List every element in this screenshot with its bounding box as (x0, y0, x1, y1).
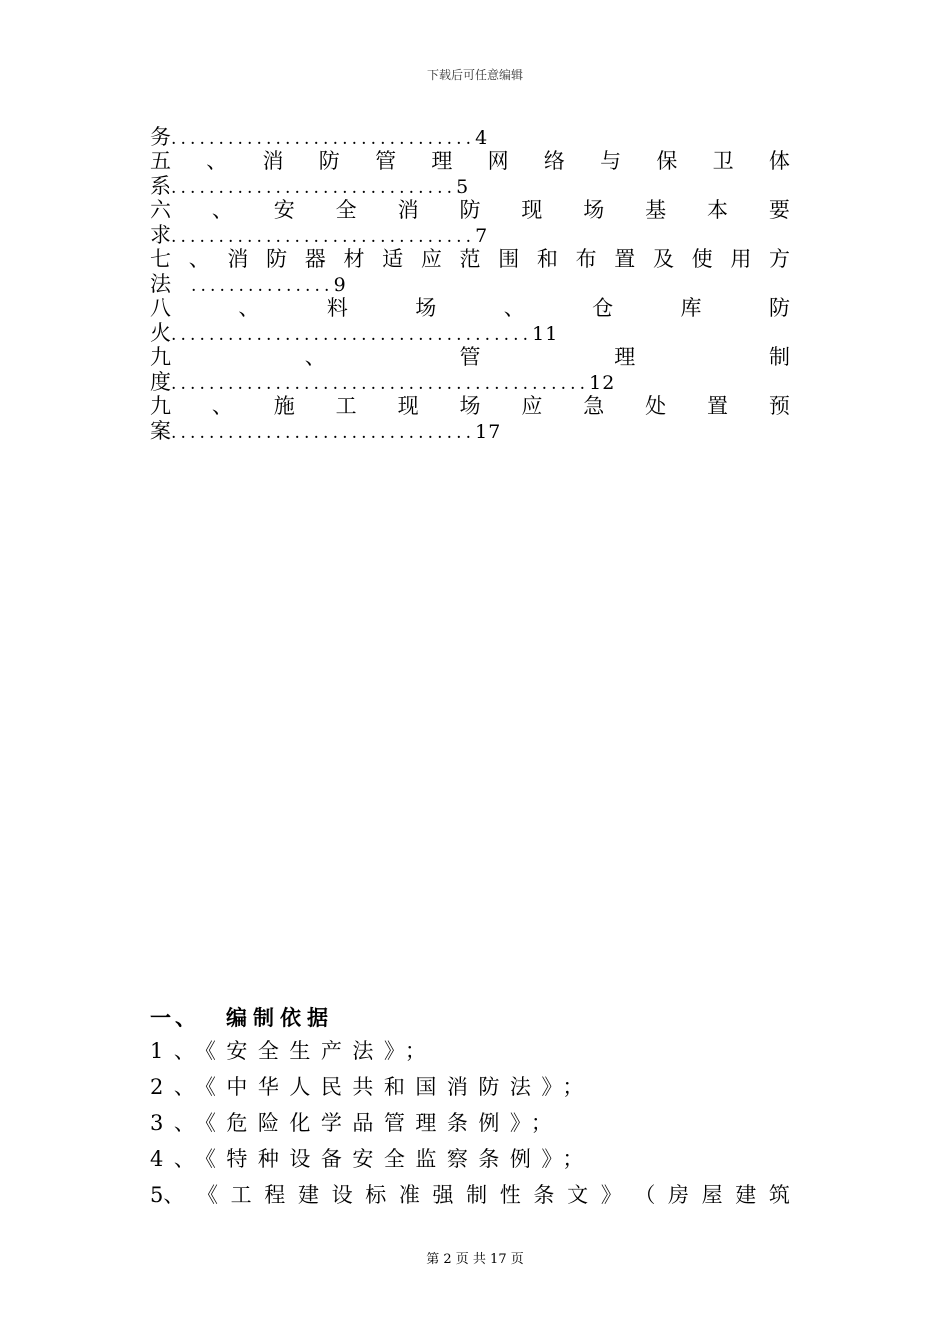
toc-page-number: 5 (456, 176, 470, 198)
section-number: 一、 (150, 1005, 200, 1030)
table-of-contents (150, 125, 790, 443)
toc-entry-leader (150, 272, 790, 296)
toc-entry-leader (150, 223, 790, 247)
toc-entry[interactable] (150, 296, 790, 345)
toc-entry-tail: 务 (150, 125, 171, 149)
reference-item: 3、《危险化学品管理条例》； (150, 1111, 563, 1135)
toc-entry-leader (150, 125, 790, 149)
toc-page-number: 17 (475, 421, 502, 443)
toc-entry-heading: 八 、 料 场 、 仓 库 防 (150, 296, 790, 320)
toc-page-number: 4 (475, 127, 489, 149)
toc-page-number: 9 (333, 274, 347, 296)
toc-dot-leader: ............................................ (171, 374, 590, 394)
page-header: 下载后可任意编辑 (426, 68, 523, 82)
toc-entry-heading: 五 、 消 防 管 理 网 络 与 保 卫 体 (150, 149, 790, 173)
toc-entry-heading: 九 、 管 理 制 (150, 345, 790, 369)
toc-entry[interactable] (150, 345, 790, 394)
toc-dot-leader: ............... (191, 276, 334, 296)
toc-page-number: 11 (532, 323, 559, 345)
toc-entry-leader (150, 419, 790, 443)
toc-entry-heading: 七 、 消 防 器 材 适 应 范 围 和 布 置 及 使 用 方 (150, 247, 790, 271)
toc-entry-tail: 求 (150, 223, 171, 247)
toc-entry[interactable] (150, 394, 790, 443)
toc-entry-leader (150, 370, 790, 394)
section-title: 编制依据 (226, 1005, 334, 1030)
toc-entry-tail: 系 (150, 174, 171, 198)
reference-item: 5、 《 工 程 建 设 标 准 强 制 性 条 文 》 （ 房 屋 建 筑 (150, 1183, 790, 1207)
toc-entry-heading: 九 、 施 工 现 场 应 急 处 置 预 (150, 394, 790, 418)
reference-item: 2、《中华人民共和国消防法》； (150, 1075, 594, 1099)
toc-entry-tail: 火 (150, 321, 171, 345)
toc-entry-tail: 案 (150, 419, 171, 443)
toc-dot-leader: ................................ (171, 129, 476, 149)
section-heading (150, 1003, 790, 1033)
reference-item: 1、《安全生产法》； (150, 1039, 437, 1063)
toc-entry[interactable] (150, 125, 790, 149)
toc-dot-leader: .............................. (171, 178, 457, 198)
toc-entry[interactable] (150, 247, 790, 296)
toc-entry[interactable] (150, 198, 790, 247)
toc-entry-tail: 度 (150, 370, 171, 394)
toc-entry-leader (150, 174, 790, 198)
toc-entry[interactable] (150, 149, 790, 198)
reference-item: 4、《特种设备安全监察条例》； (150, 1147, 594, 1171)
toc-entry-leader (150, 321, 790, 345)
toc-page-number: 7 (475, 225, 489, 247)
toc-page-number: 12 (589, 372, 616, 394)
toc-entry-heading: 六 、 安 全 消 防 现 场 基 本 要 (150, 198, 790, 222)
toc-dot-leader: ...................................... (171, 325, 533, 345)
page-footer: 第 2 页 共 17 页 (426, 1252, 524, 1267)
toc-dot-leader: ................................ (171, 227, 476, 247)
section-basis (150, 1003, 790, 1213)
toc-entry-tail: 法 (150, 272, 171, 296)
toc-dot-leader: ................................ (171, 423, 476, 443)
